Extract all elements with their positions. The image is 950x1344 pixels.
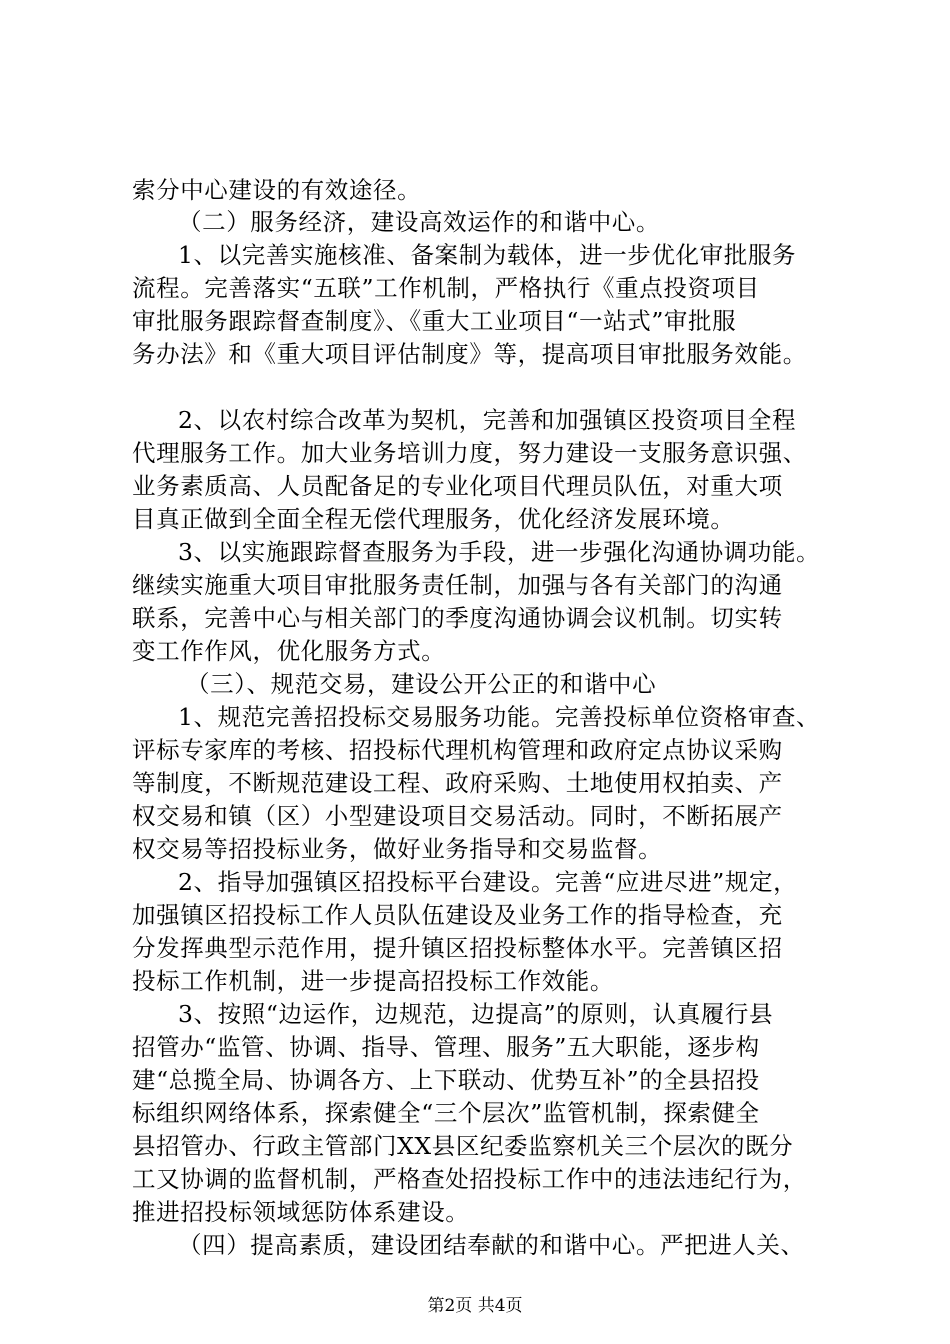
section-heading: （四）提高素质，建设团结奉献的和谐中心。严把进人关、 — [178, 1231, 805, 1259]
text-line: 招管办“监管、协调、指导、管理、服务”五大职能，逐步构 — [132, 1033, 760, 1061]
text-line: 工又协调的监督机制，严格查处招投标工作中的违法违纪行为， — [132, 1165, 807, 1193]
text-line: 3、以实施跟踪督查服务为手段，进一步强化沟通协调功能。 — [178, 538, 821, 566]
text-line: 继续实施重大项目审批服务责任制，加强与各有关部门的沟通 — [132, 571, 783, 599]
text-line: 审批服务跟踪督查制度》、《重大工业项目“一站式”审批服 — [132, 307, 737, 335]
text-line: 县招管办、行政主管部门XX县区纪委监察机关三个层次的既分 — [132, 1132, 794, 1160]
text-line: 务办法》和《重大项目评估制度》等，提高项目审批服务效能。 — [132, 340, 807, 368]
page-number: 第2页 共4页 — [427, 1296, 523, 1316]
section-heading: （二）服务经济，建设高效运作的和谐中心。 — [178, 208, 660, 236]
text-line: 变工作作风，优化服务方式。 — [132, 637, 446, 665]
section-heading: （三）、规范交易，建设公开公正的和谐中心 — [186, 670, 657, 698]
text-line: 加强镇区招投标工作人员队伍建设及业务工作的指导检查，充 — [132, 901, 783, 929]
text-line: 1、规范完善招投标交易服务功能。完善投标单位资格审查、 — [178, 703, 821, 731]
text-line: 等制度，不断规范建设工程、政府采购、土地使用权拍卖、产 — [132, 769, 783, 797]
text-line: 联系，完善中心与相关部门的季度沟通协调会议机制。切实转 — [132, 604, 783, 632]
text-line: 2、以农村综合改革为契机，完善和加强镇区投资项目全程 — [178, 406, 797, 434]
text-line: 业务素质高、人员配备足的专业化项目代理员队伍，对重大项 — [132, 472, 783, 500]
text-line: 1、以完善实施核准、备案制为载体，进一步优化审批服务 — [178, 241, 797, 269]
text-line: 标组织网络体系，探索健全“三个层次”监管机制，探索健全 — [132, 1099, 760, 1127]
text-line: 流程。完善落实“五联”工作机制，严格执行《重点投资项目 — [132, 274, 760, 302]
text-line: 索分中心建设的有效途径。 — [132, 176, 422, 204]
text-line: 评标专家库的考核、招投标代理机构管理和政府定点协议采购 — [132, 736, 783, 764]
text-line: 代理服务工作。加大业务培训力度，努力建设一支服务意识强、 — [132, 439, 807, 467]
text-line: 投标工作机制，进一步提高招投标工作效能。 — [132, 967, 614, 995]
text-line: 2、指导加强镇区招投标平台建设。完善“应进尽进”规定， — [178, 868, 798, 896]
text-line: 权交易等招投标业务，做好业务指导和交易监督。 — [132, 835, 663, 863]
text-line: 目真正做到全面全程无偿代理服务，优化经济发展环境。 — [132, 505, 735, 533]
text-line: 推进招投标领域惩防体系建设。 — [132, 1198, 470, 1226]
text-line: 权交易和镇（区）小型建设项目交易活动。同时，不断拓展产 — [132, 802, 783, 830]
text-line: 分发挥典型示范作用，提升镇区招投标整体水平。完善镇区招 — [132, 934, 783, 962]
text-line: 建“总揽全局、协调各方、上下联动、优势互补”的全县招投 — [132, 1066, 760, 1094]
text-line: 3、按照“边运作，边规范，边提高”的原则，认真履行县 — [178, 1000, 774, 1028]
